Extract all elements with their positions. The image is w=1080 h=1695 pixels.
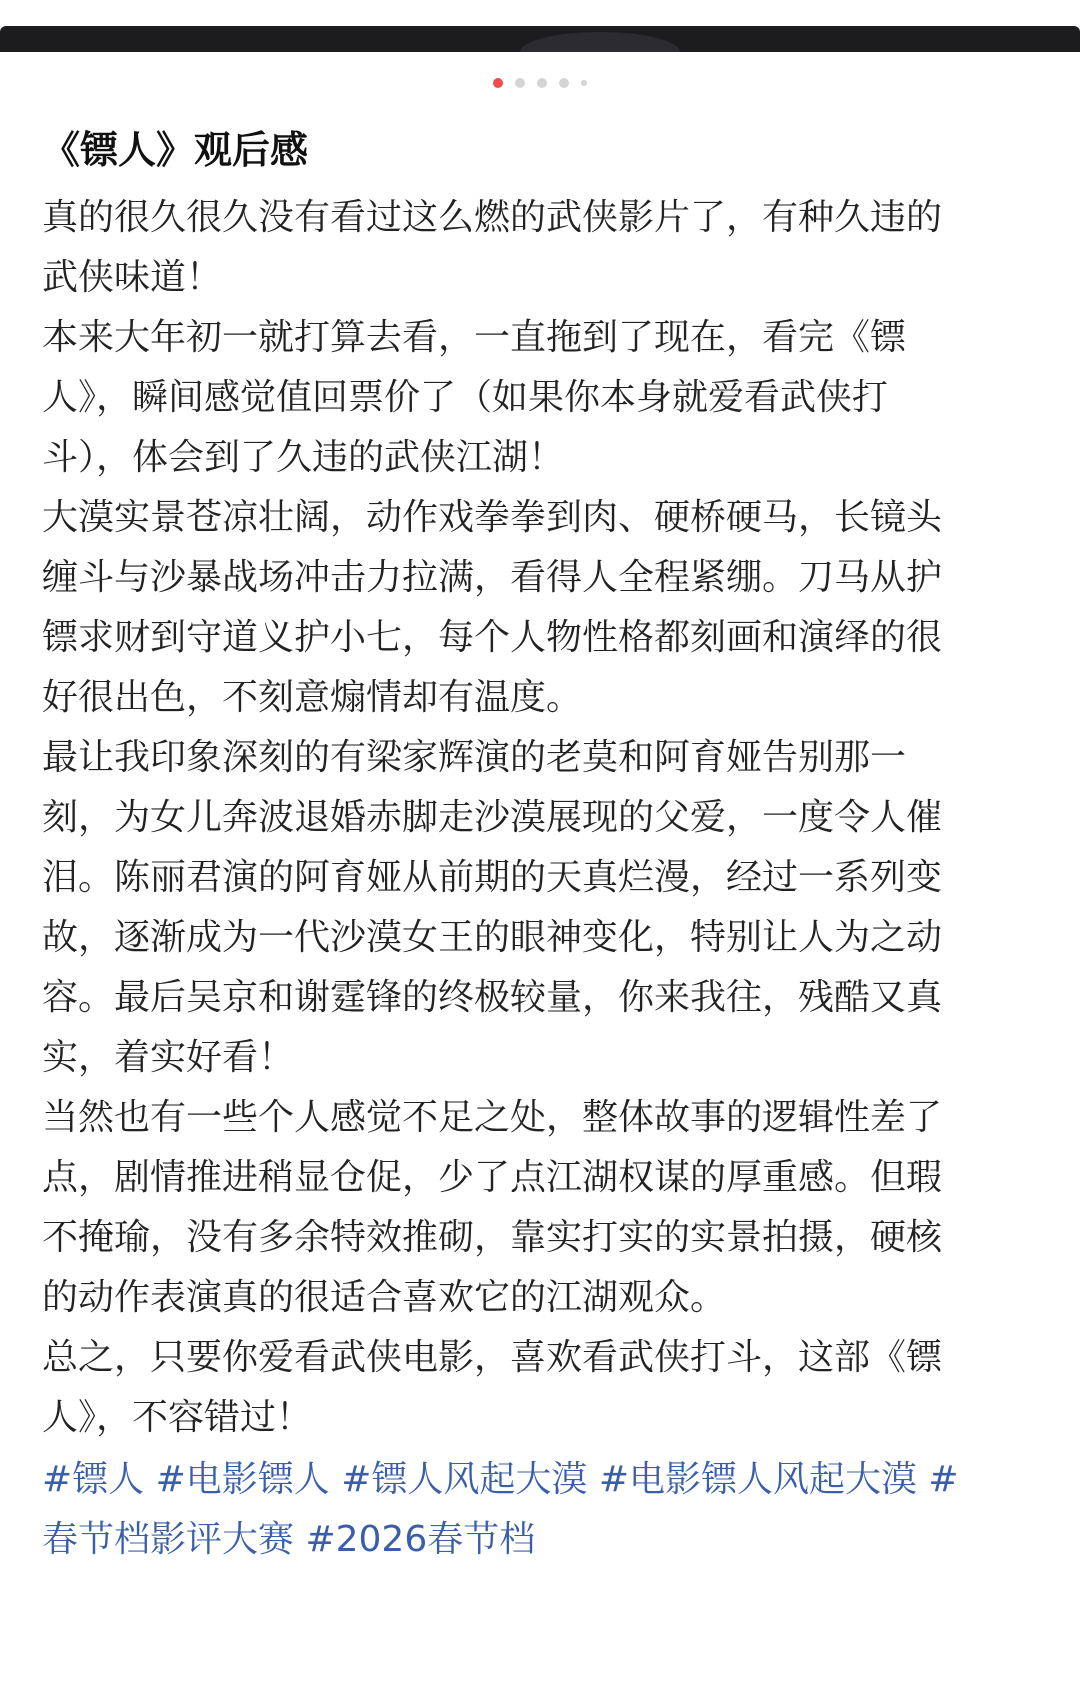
- post-title: 《镖人》观后感: [42, 128, 309, 172]
- post-paragraph-2: 本来大年初一就打算去看，一直拖到了现在，看完《镖 人》，瞬间感觉值回票价了（如果你本身就爱看武侠打 斗），体会到了久违的武侠江湖！: [42, 317, 907, 478]
- post-paragraph-6: 总之，只要你爱看武侠电影，喜欢看武侠打斗，这部《镖 人》，不容错过！: [42, 1337, 943, 1438]
- carousel-image-shadow: [520, 32, 680, 52]
- carousel-dot-5[interactable]: [581, 80, 587, 86]
- post-paragraph-4: 最让我印象深刻的有梁家辉演的老莫和阿育娅告别那一 刻，为女儿奔波退婚赤脚走沙漠展现的父爱，一度令人催 泪。陈丽君演的阿育娅从前期的天真烂漫，经过一系列变 故，逐渐成为一代沙漠女王的眼神变化，特别让人为之动 容。最后吴京和谢霆锋的终极较量，你来我往，残酷又真 实，着实好看！: [42, 737, 943, 1078]
- post-paragraph-3: 大漠实景苍凉壮阔，动作戏拳拳到肉、硬桥硬马，长镜头 缠斗与沙暴战场冲击力拉满，看得人全程紧绷。刀马从护 镖求财到守道义护小七，每个人物性格都刻画和演绎的很 好很出色，不刻意煽情却有温度。: [42, 497, 943, 718]
- carousel-dot-1[interactable]: [493, 78, 503, 88]
- post-paragraph-1: 真的很久很久没有看过这么燃的武侠影片了，有种久违的 武侠味道！: [42, 197, 943, 298]
- carousel-dot-4[interactable]: [559, 78, 569, 88]
- post-body: [42, 118, 1042, 1570]
- post-paragraph-5: 当然也有一些个人感觉不足之处，整体故事的逻辑性差了 点，剧情推进稍显仓促，少了点江湖权谋的厚重感。但瑕 不掩瑜，没有多余特效推砌，靠实打实的实景拍摄，硬核 的动作表演真的很适合喜欢它的江湖观众。: [42, 1097, 943, 1318]
- hashtag-links[interactable]: #镖人 #电影镖人 #镖人风起大漠 #电影镖人风起大漠 # 春节档影评大赛 #2026春节档: [42, 1459, 959, 1560]
- carousel-dot-2[interactable]: [515, 78, 525, 88]
- carousel-pagination: [0, 77, 1080, 89]
- image-carousel[interactable]: [0, 26, 1080, 52]
- carousel-dot-3[interactable]: [537, 78, 547, 88]
